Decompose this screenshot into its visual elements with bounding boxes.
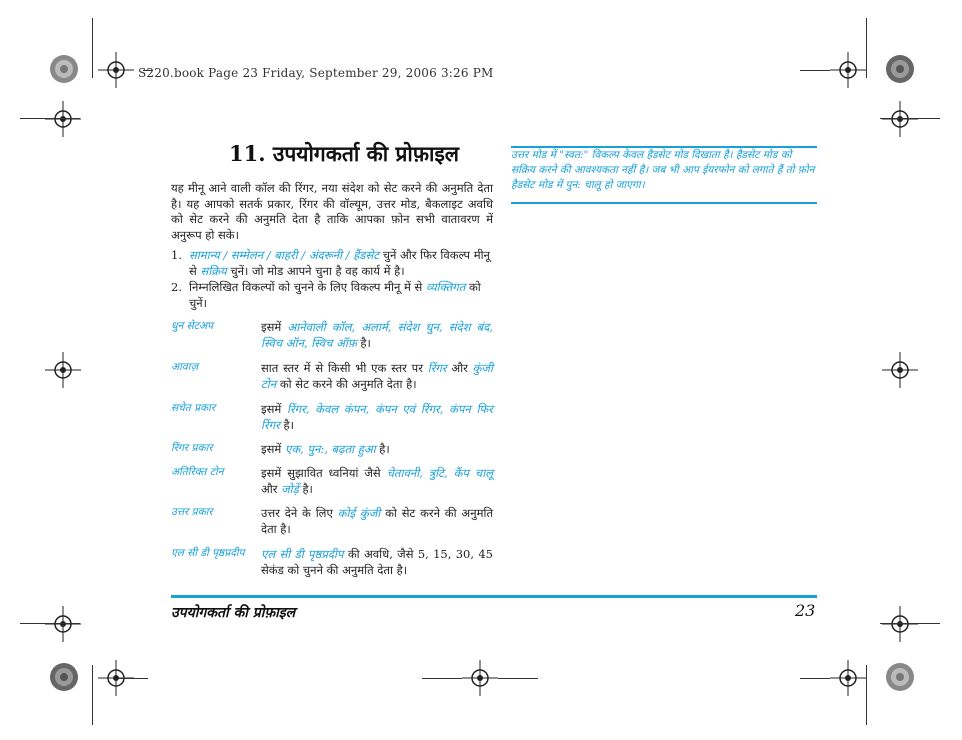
highlighted-term: एक, पुन:, बढ़ता हुआ xyxy=(284,442,376,456)
text-run: उत्तर देने के लिए xyxy=(261,506,338,520)
option-label: धुन सेटअप xyxy=(171,320,213,332)
print-rosette-icon xyxy=(49,54,79,84)
printer-slug-line: S220.book Page 23 Friday, September 29, 2006 3:26 PM xyxy=(138,66,494,80)
option-description xyxy=(261,442,493,458)
highlighted-term: जोड़ें xyxy=(281,481,299,496)
highlighted-term: कोई कुंजी xyxy=(337,506,381,520)
registration-target-icon xyxy=(462,660,498,696)
highlighted-term: एल सी डी पृष्ठप्रदीप xyxy=(261,547,344,561)
page-title: 11. उपयोगकर्ता की प्रोफ़ाइल xyxy=(229,141,460,166)
registration-target-icon xyxy=(45,606,81,642)
footer-rule xyxy=(171,595,817,598)
option-row xyxy=(171,320,493,351)
highlighted-term: रिंगर xyxy=(427,361,447,375)
text-run: इसमें xyxy=(261,402,287,416)
registration-target-icon xyxy=(830,52,866,88)
page-number: 23 xyxy=(795,601,816,620)
text-run: चुनें। जो मोड आपने चुना है वह कार्य में है। xyxy=(226,263,405,278)
print-rosette-icon xyxy=(885,54,915,84)
highlighted-term: रिंगर, केवल कंपन, कंपन एवं रिंगर, कंपन फिर रिंगर xyxy=(261,402,494,432)
text-run: है। xyxy=(279,417,294,432)
highlighted-term: सक्रिय xyxy=(200,263,227,278)
option-label: सचेत प्रकार xyxy=(171,402,216,414)
option-label: रिंगर प्रकार xyxy=(171,442,213,454)
highlighted-term: आनेवाली कॉल, अलार्म, संदेश धुन, संदेश बंद, स्विच ऑन, स्विच ऑफ़ xyxy=(261,320,494,350)
text-run: है। xyxy=(298,481,313,496)
option-row xyxy=(171,402,493,433)
option-description xyxy=(261,361,493,392)
text-run: सात स्तर में से किसी भी एक स्तर पर xyxy=(261,361,428,375)
text-run: को सेट करने की अनुमति देता है। xyxy=(276,376,417,391)
option-label: आवाज़ xyxy=(171,361,199,373)
highlighted-term: चेतावनी, त्रुटि, कैंप चालू xyxy=(386,466,493,480)
text-run: को सेट करने की अनुमति देता है। xyxy=(261,506,493,536)
registration-target-icon xyxy=(882,101,918,137)
option-row xyxy=(171,442,493,458)
text-run: चुनें और फिर विकल्प मीनू से xyxy=(189,248,490,278)
text-run: इसमें सुझावित ध्वनियां जैसे xyxy=(261,466,387,480)
step-number: 1. xyxy=(171,248,182,262)
option-description xyxy=(261,466,493,497)
registration-target-icon xyxy=(45,352,81,388)
note-box: उत्तर मोड में "स्वत:" विकल्प केवल हैडसेट मोड दिखाता है। हैडसेट मोड को सक्रिय करने की आवश्यकता नहीं है। जब भी आप ईयरफोन को लगाते हैं तो फ़ोन हैडसेट मोड में पुन: चालू हो जाएगा। xyxy=(511,149,815,191)
text-run: इसमें xyxy=(261,442,285,456)
option-label: उत्तर प्रकार xyxy=(171,506,213,518)
text-run: इसमें xyxy=(261,320,288,334)
note-rule xyxy=(511,202,817,204)
step-item xyxy=(171,248,493,279)
registration-target-icon xyxy=(98,52,134,88)
text-run: है। xyxy=(356,335,371,350)
intro-paragraph: यह मीनू आने वाली कॉल की रिंगर, नया संदेश को सेट करने की अनुमति देता है। यह आपको सतर्क प्रकार, रिंगर की वॉल्यूम, उत्तर मोड, बैकलाइट अवधि को सेट करने की अनुमति देता है ताकि आपका फ़ोन सभी वातावरण में अनुरूप हो सके। xyxy=(171,181,493,242)
step-text xyxy=(189,248,493,279)
step-number: 2. xyxy=(171,280,182,294)
option-row xyxy=(171,506,493,537)
highlighted-term: सामान्य / सम्मेलन / बाहरी / अंदरूनी / हैंडसेट xyxy=(189,248,380,262)
option-description xyxy=(261,547,493,578)
text-run: की अवधि, जैसे 5, 15, 30, 45 सेकंड को चुनने की अनुमति देता है। xyxy=(261,547,493,577)
step-item xyxy=(171,280,493,311)
text-run: और xyxy=(261,481,282,496)
highlighted-term: व्यक्तिगत xyxy=(425,280,466,294)
print-rosette-icon xyxy=(49,662,79,692)
text-run: है। xyxy=(375,442,390,456)
text-run: निम्नलिखित विकल्पों को चुनने के लिए विकल्प मीनू में से xyxy=(189,280,426,294)
option-description xyxy=(261,506,493,537)
registration-target-icon xyxy=(45,101,81,137)
footer-chapter-title: उपयोगकर्ता की प्रोफ़ाइल xyxy=(171,605,296,621)
option-row xyxy=(171,466,493,497)
option-description xyxy=(261,402,493,433)
option-row xyxy=(171,361,493,392)
option-label: अतिरिक्त टोन xyxy=(171,466,224,478)
registration-target-icon xyxy=(882,352,918,388)
text-run: और xyxy=(446,361,473,375)
registration-target-icon xyxy=(882,606,918,642)
highlighted-term: कुंजी टोन xyxy=(261,361,494,391)
step-text xyxy=(189,280,493,311)
print-rosette-icon xyxy=(885,662,915,692)
option-row xyxy=(171,547,493,578)
text-run: को चुनें। xyxy=(189,280,481,310)
registration-target-icon xyxy=(830,660,866,696)
option-label: एल सी डी पृष्ठप्रदीप xyxy=(171,547,245,559)
option-description xyxy=(261,320,493,351)
